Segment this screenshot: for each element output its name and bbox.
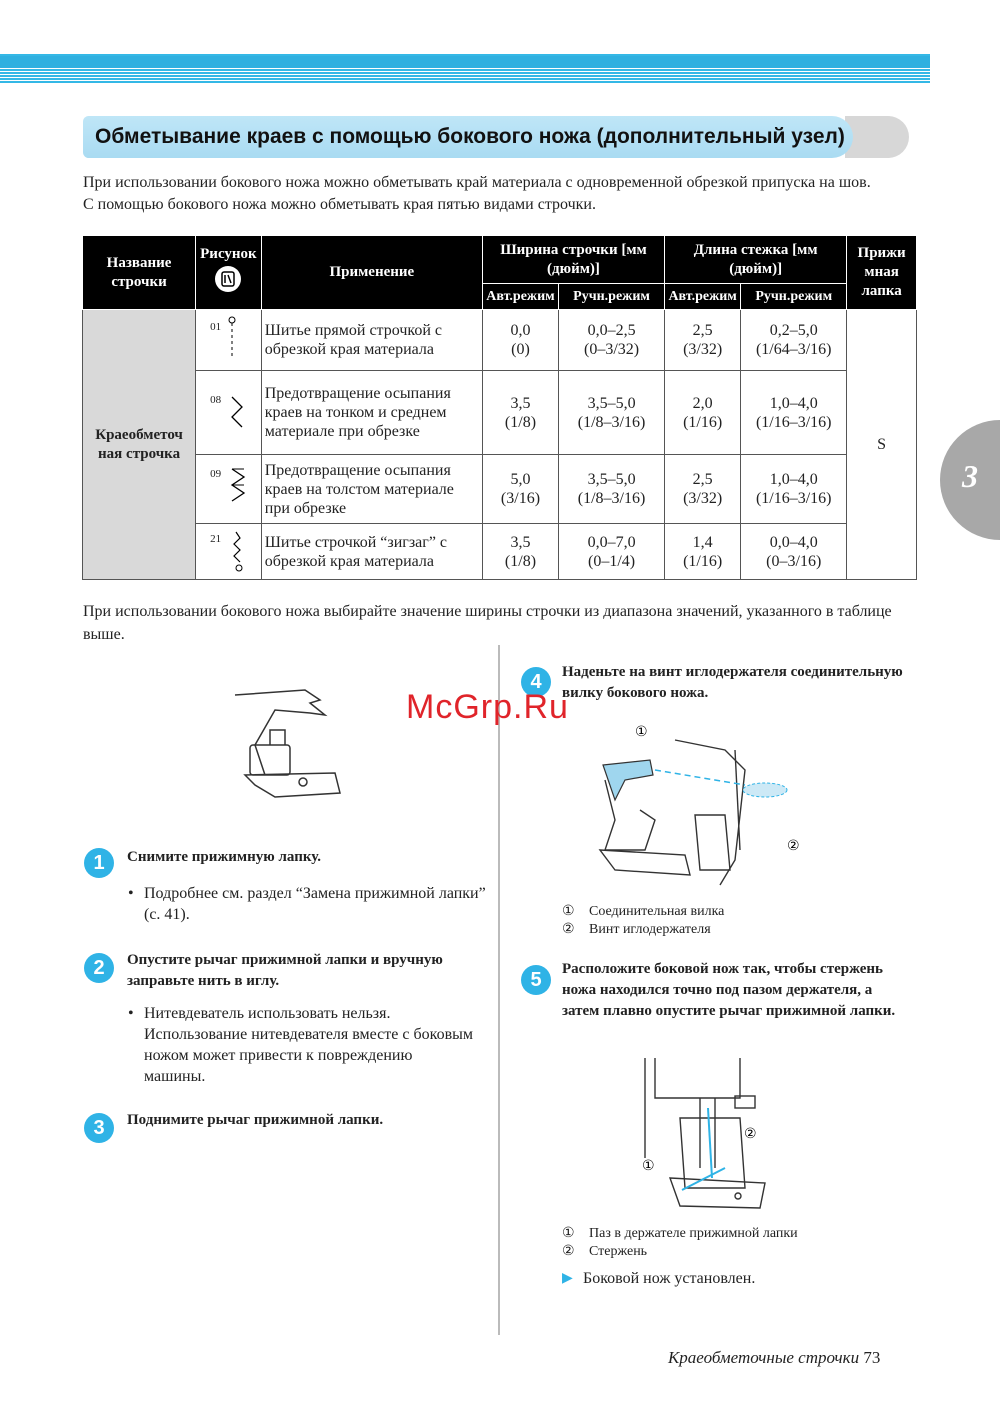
- application-cell: Шитье строчкой “зигзаг” с обрезкой края материала: [261, 524, 482, 580]
- column-divider: [498, 645, 500, 1335]
- table-row: [83, 455, 917, 524]
- header-width-auto: Авт.режим: [482, 284, 558, 310]
- zigzag-stitch-icon: [228, 530, 248, 574]
- blade-rod-illustration: [640, 1058, 780, 1218]
- foot-cell: S: [847, 310, 917, 580]
- overcast-stitch-icon: [228, 393, 250, 435]
- header-picture-label: Рисунок: [200, 246, 257, 262]
- callout-2-marker: ②: [744, 1125, 757, 1141]
- step-2-title: Опустите рычаг прижимной лапки и вручную заправьте нить в иглу.: [127, 952, 443, 989]
- header-application: Применение: [261, 236, 482, 310]
- step-5-badge: 5: [521, 965, 551, 995]
- pattern-number: 09: [210, 468, 222, 480]
- length-auto-cell: 2,5 (3/32): [665, 455, 741, 524]
- header-width: Ширина строчки [мм (дюйм)]: [482, 236, 664, 284]
- step-1-bullet-marker: •: [128, 885, 134, 902]
- width-auto-cell: 5,0 (3/16): [482, 455, 558, 524]
- width-note: При использовании бокового ножа выбирайте значение ширины строчки из диапазона значений, указанного в таблице выше.: [83, 603, 892, 643]
- step-1-bullet: Подробнее см. раздел “Замена прижимной лапки” (с. 41).: [144, 885, 486, 923]
- pattern-number: 01: [210, 321, 222, 333]
- step-4-legend-2: Винт иглодержателя: [589, 922, 711, 937]
- result-arrow-icon: ▶: [562, 1271, 573, 1286]
- application-cell: Предотвращение осыпания краев на тонком и среднем материале при обрезке: [261, 371, 482, 455]
- step-4-badge: 4: [521, 667, 551, 697]
- page-footer: [668, 1348, 880, 1368]
- pattern-cell: [196, 455, 262, 524]
- callout-1-marker: ①: [642, 1157, 655, 1173]
- width-manual-cell: 3,5–5,0 (1/8–3/16): [559, 371, 665, 455]
- step-5-legend-1: Паз в держателе прижимной лапки: [589, 1226, 798, 1241]
- group-name: Краеобметоч ная строчка: [83, 310, 196, 580]
- width-manual-cell: 3,5–5,0 (1/8–3/16): [559, 455, 665, 524]
- overcast-thick-stitch-icon: [228, 465, 250, 509]
- pattern-number: 08: [210, 394, 222, 406]
- step-2-bullet-marker: •: [128, 1005, 134, 1022]
- width-manual-cell: 0,0–2,5 (0–3/32): [559, 310, 665, 371]
- width-auto-cell: 3,5 (1/8): [482, 371, 558, 455]
- width-auto-cell: 3,5 (1/8): [482, 524, 558, 580]
- fork-screw-illustration: [595, 720, 815, 890]
- footer-page-number: 73: [863, 1348, 881, 1367]
- length-auto-cell: 1,4 (1/16): [665, 524, 741, 580]
- pattern-number: 21: [210, 533, 222, 545]
- table-row: [83, 310, 917, 371]
- length-manual-cell: 1,0–4,0 (1/16–3/16): [741, 371, 847, 455]
- header-length: Длина стежка [мм (дюйм)]: [665, 236, 847, 284]
- table-row: [83, 524, 917, 580]
- watermark: McGrp.Ru: [406, 688, 569, 726]
- step-5-title: Расположите боковой нож так, чтобы стержень ножа находился точно под пазом держателя, а затем плавно опустите рычаг прижимной лапки.: [562, 961, 896, 1019]
- step-1-badge: 1: [84, 848, 114, 878]
- step-5-legend-2: Стержень: [589, 1244, 648, 1259]
- length-manual-cell: 1,0–4,0 (1/16–3/16): [741, 455, 847, 524]
- top-stripe-solid: [0, 56, 930, 68]
- pattern-key-icon: [213, 264, 243, 294]
- step-4-legend-1-marker: ①: [562, 904, 575, 919]
- side-cutter-illustration: [215, 685, 355, 815]
- step-5-result: Боковой нож установлен.: [583, 1270, 756, 1287]
- step-5-legend-1-marker: ①: [562, 1226, 575, 1241]
- header-picture: [196, 236, 262, 310]
- pattern-cell: [196, 524, 262, 580]
- application-cell: Предотвращение осыпания краев на толстом материале при обрезке: [261, 455, 482, 524]
- callout-1-marker: ①: [635, 723, 648, 739]
- table-row: [83, 371, 917, 455]
- page-title: Обметывание краев с помощью бокового ножа (дополнительный узел): [83, 116, 853, 158]
- footer-section: Краеобметочные строчки: [668, 1348, 860, 1367]
- step-3-badge: 3: [84, 1113, 114, 1143]
- header-length-auto: Авт.режим: [665, 284, 741, 310]
- callout-2-marker: ②: [787, 837, 800, 853]
- length-auto-cell: 2,5 (3/32): [665, 310, 741, 371]
- length-auto-cell: 2,0 (1/16): [665, 371, 741, 455]
- chapter-tab: [940, 420, 1000, 540]
- step-5-legend-2-marker: ②: [562, 1244, 575, 1259]
- step-2-badge: 2: [84, 953, 114, 983]
- pattern-cell: [196, 371, 262, 455]
- step-1-title: Снимите прижимную лапку.: [127, 849, 322, 865]
- header-foot: Прижи мная лапка: [847, 236, 917, 310]
- header-width-manual: Ручн.режим: [559, 284, 665, 310]
- step-4-legend-2-marker: ②: [562, 922, 575, 937]
- step-3-title: Поднимите рычаг прижимной лапки.: [127, 1112, 384, 1128]
- header-name: Название строчки: [83, 236, 196, 310]
- straight-stitch-icon: [226, 316, 246, 358]
- stitch-table: [82, 235, 917, 580]
- pattern-cell: [196, 310, 262, 371]
- width-auto-cell: 0,0 (0): [482, 310, 558, 371]
- intro-paragraph: При использовании бокового ножа можно обметывать край материала с одновременной обрезкой припуска на шов. С помощью бокового ножа можно обметывать края пятью видами строчки.: [83, 174, 871, 213]
- width-manual-cell: 0,0–7,0 (0–1/4): [559, 524, 665, 580]
- header-length-manual: Ручн.режим: [741, 284, 847, 310]
- step-4-legend-1: Соединительная вилка: [589, 904, 725, 919]
- step-4-title: Наденьте на винт иглодержателя соединительную вилку бокового ножа.: [562, 664, 903, 701]
- length-manual-cell: 0,0–4,0 (0–3/16): [741, 524, 847, 580]
- heading-tail: [845, 116, 909, 158]
- chapter-number: 3: [962, 458, 978, 494]
- application-cell: Шитье прямой строчкой с обрезкой края материала: [261, 310, 482, 371]
- length-manual-cell: 0,2–5,0 (1/64–3/16): [741, 310, 847, 371]
- step-2-bullet: Нитевдеватель использовать нельзя. Использование нитевдевателя вместе с боковым ножом может привести к повреждению машины.: [144, 1005, 474, 1085]
